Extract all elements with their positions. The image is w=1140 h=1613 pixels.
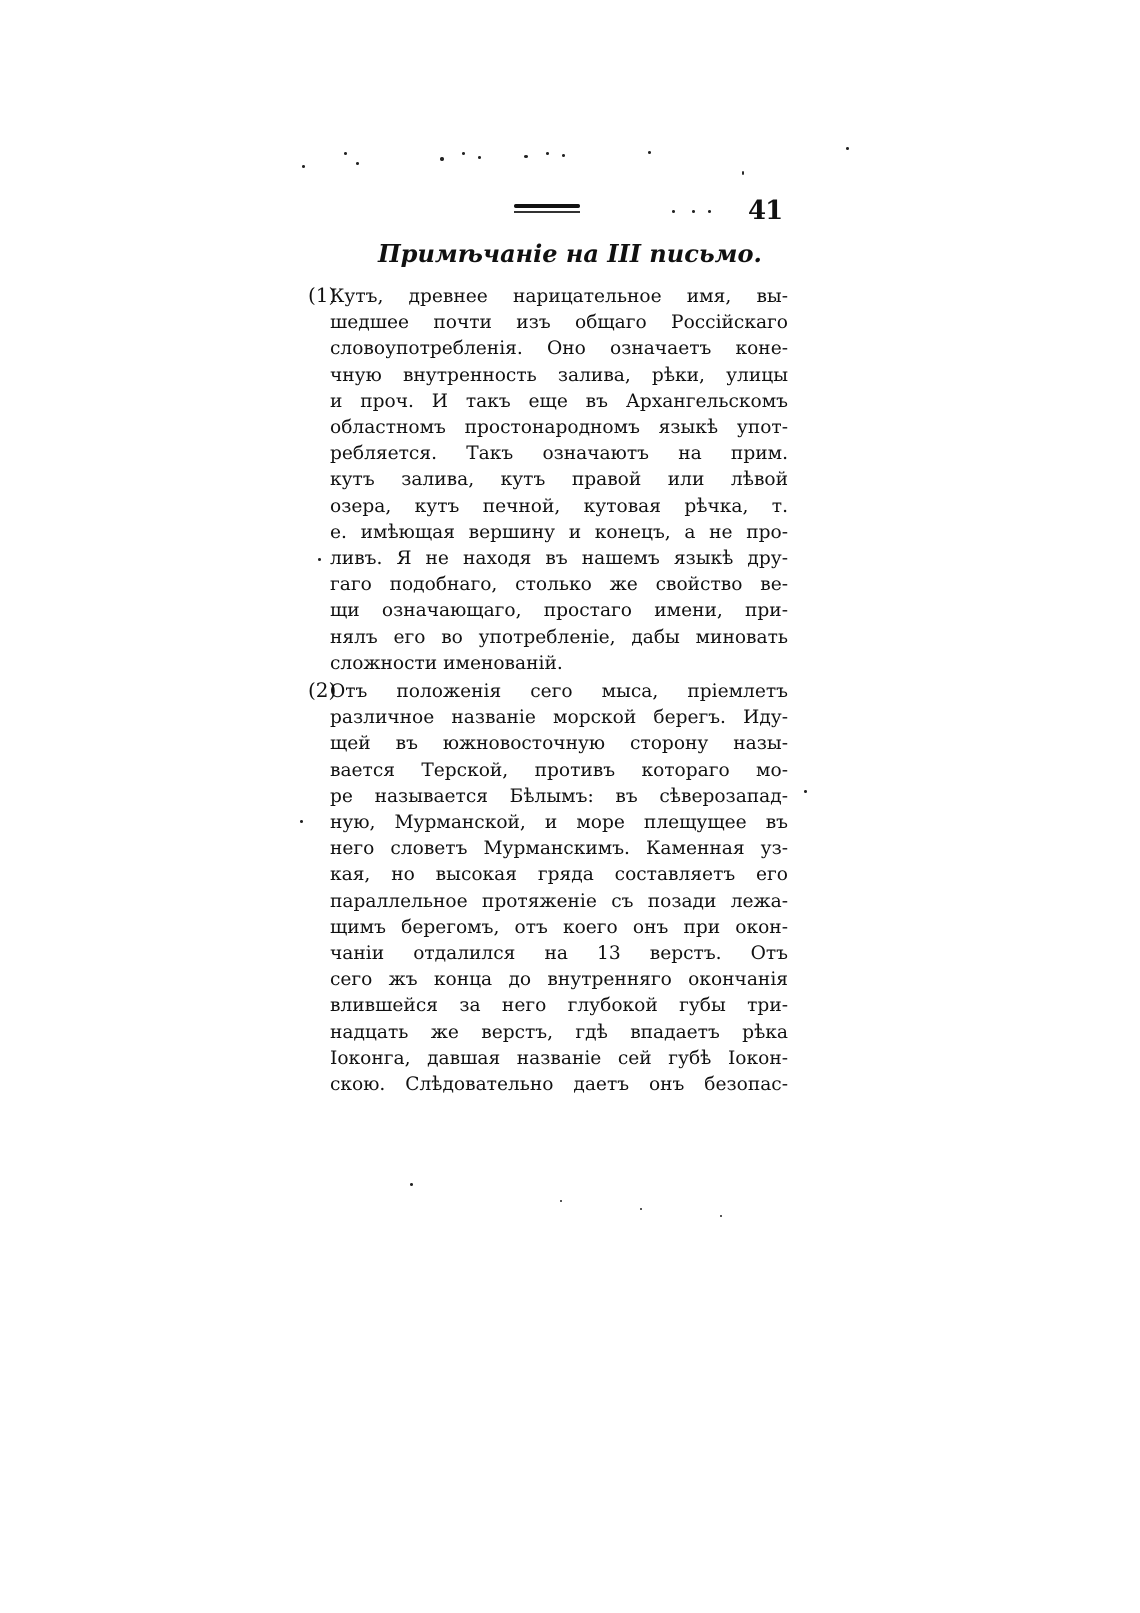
note-line: словоупотребленія. Оно означаетъ коне- [330, 338, 788, 360]
note-line: кая, но высокая гряда составляетъ его [330, 864, 788, 886]
scan-speck [672, 210, 675, 213]
note-line: надцать же верстъ, гдѣ впадаетъ рѣка [330, 1021, 788, 1043]
note-line: кутъ залива, кутъ правой или лѣвой [330, 469, 788, 491]
note-line: параллельное протяженіе съ позади лежа- [330, 890, 788, 912]
note-line-text: Кутъ, древнее нарицательное имя, вы- [330, 286, 788, 307]
scan-speck [302, 165, 305, 168]
scan-speck [356, 162, 359, 165]
scan-speck [742, 171, 744, 175]
note-line: скою. Слѣдовательно даетъ онъ безопас- [330, 1074, 788, 1096]
page-number: 41 [748, 196, 783, 226]
note-line: озера, кутъ печной, кутовая рѣчка, т. [330, 495, 788, 517]
note-line: чную внутренность залива, рѣки, улицы [330, 364, 788, 386]
header-rule [514, 204, 580, 208]
scan-speck [560, 1200, 562, 1202]
scan-speck [440, 157, 444, 161]
note-line [308, 677, 788, 705]
note-marker: (1) [308, 283, 337, 307]
note-line [308, 282, 788, 310]
note-line: различное названіе морской берегъ. Иду- [330, 707, 788, 729]
scan-speck [410, 1183, 413, 1186]
scan-speck [478, 156, 481, 159]
notes-body [308, 282, 788, 1098]
note-line: чаніи отдалился на 13 верстъ. Отъ [330, 943, 788, 965]
scan-speck [804, 790, 807, 793]
note-line: ную, Мурманской, и море плещущее въ [330, 812, 788, 834]
scan-speck [562, 154, 565, 157]
note-line: сего жъ конца до внутренняго окончанія [330, 969, 788, 991]
note-line: шедшее почти изъ общаго Россійскаго [330, 312, 788, 334]
note-line: и проч. И такъ еще въ Архангельскомъ [330, 390, 788, 412]
scan-speck [344, 152, 347, 155]
scan-speck [708, 210, 711, 213]
note-line: е. имѣющая вершину и конецъ, а не про- [330, 521, 788, 543]
note-line: вается Терской, противъ котораго мо- [330, 759, 788, 781]
scan-speck [462, 152, 465, 155]
note-line: нялъ его во употребленіе, дабы миновать [330, 626, 788, 648]
note-line-text: Отъ положенія сего мыса, пріемлетъ [330, 681, 788, 703]
scan-speck [546, 152, 549, 155]
note-line: сложности именованій. [330, 652, 563, 674]
note-line: гаго подобнаго, столько же свойство ве- [330, 574, 788, 596]
note-line: ребляется. Такъ означаютъ на прим. [330, 443, 788, 465]
scan-speck [300, 820, 303, 823]
note-marker: (2) [308, 678, 337, 703]
footnote-2 [308, 677, 788, 1098]
scan-speck [524, 155, 528, 158]
note-line: ливъ. Я не находя въ нашемъ языкѣ дру- [330, 548, 788, 570]
note-line: ре называется Бѣлымъ: въ сѣверозапад- [330, 785, 788, 807]
note-line: щей въ южновосточную сторону назы- [330, 733, 788, 755]
note-line: областномъ простонародномъ языкѣ упот- [330, 417, 788, 439]
note-line: щи означающаго, простаго имени, при- [330, 600, 788, 622]
footnote-1 [308, 282, 788, 677]
note-line: него словетъ Мурманскимъ. Каменная уз- [330, 838, 788, 860]
note-line: Іоконга, давшая названіе сей губѣ Іокон- [330, 1047, 788, 1069]
page-title: Примѣчаніе на III письмо. [378, 239, 762, 268]
scan-speck [846, 147, 849, 150]
scan-speck [720, 1215, 722, 1217]
scan-speck [640, 1208, 642, 1210]
scan-speck [648, 151, 651, 154]
note-line: щимъ берегомъ, отъ коего онъ при окон- [330, 916, 788, 938]
note-line: влившейся за него глубокой губы три- [330, 995, 788, 1017]
scan-speck [692, 210, 695, 213]
